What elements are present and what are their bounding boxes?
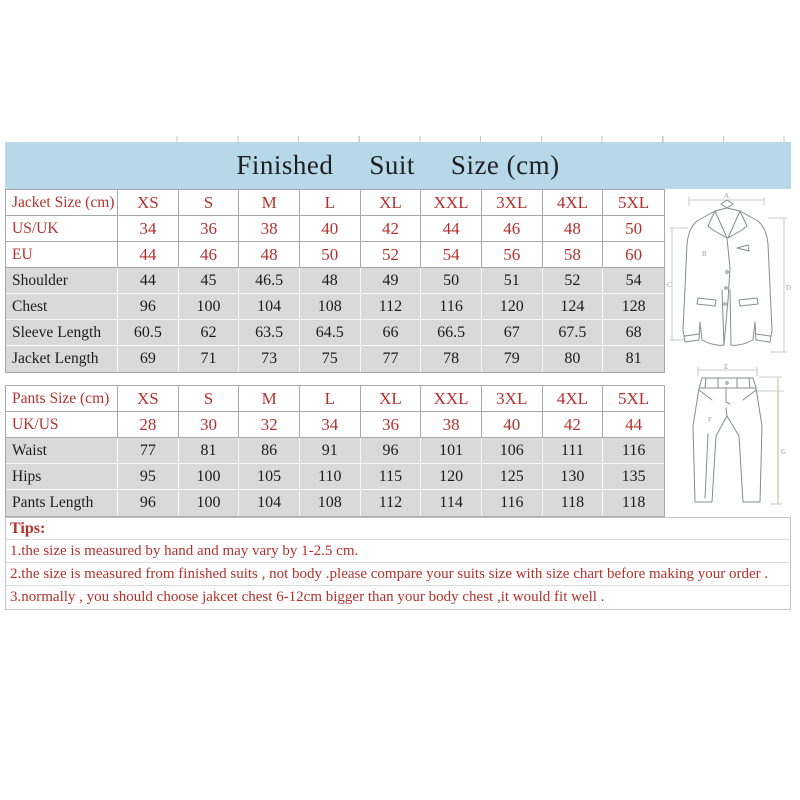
table-row [6,412,664,438]
value-cell: 66 [361,320,422,346]
value-cell: 100 [179,490,240,516]
value-cell: 79 [482,346,543,372]
row-label-cell: Chest [6,294,118,320]
value-cell: 77 [361,346,422,372]
table-row [6,190,664,216]
value-cell: 42 [543,412,604,438]
value-cell: 67 [482,320,543,346]
value-cell: 56 [482,242,543,268]
value-cell: 62 [179,320,240,346]
value-cell: 48 [300,268,361,294]
value-cell: 42 [361,216,422,242]
value-cell: 49 [361,268,422,294]
page-title-word: Finished [236,150,334,180]
table-row [6,320,664,346]
row-label-cell: Shoulder [6,268,118,294]
value-cell: XS [118,386,179,412]
value-cell: 5XL [603,190,664,216]
value-cell: S [179,190,240,216]
value-cell: 50 [421,268,482,294]
row-label-cell: Pants Length [6,490,118,516]
value-cell: 120 [421,464,482,490]
value-cell: 106 [482,438,543,464]
value-cell: 4XL [543,190,604,216]
value-cell: 104 [239,490,300,516]
page-title-word: Size (cm) [450,150,560,180]
value-cell: 128 [603,294,664,320]
value-cell: 44 [603,412,664,438]
pants-measure-label-right: G [781,448,787,456]
row-label-cell: US/UK [6,216,118,242]
value-cell: 64.5 [300,320,361,346]
row-label-cell: Jacket Size (cm) [6,190,118,216]
jacket-line-drawing-icon [664,190,791,368]
value-cell: 5XL [603,386,664,412]
table-row [6,490,664,516]
value-cell: 116 [421,294,482,320]
tip-item: 3.normally , you should choose jakcet chest 6-12cm bigger than your body chest ,it would fit well . [10,589,605,605]
tip-item: 1.the size is measured by hand and may vary by 1-2.5 cm. [6,540,790,563]
row-label-cell: UK/US [6,412,118,438]
jacket-measure-label-chest: B [702,250,707,258]
table-row [6,386,664,412]
value-cell: L [300,386,361,412]
value-cell: 115 [361,464,422,490]
pants-illustration [664,364,791,514]
pants-measure-label-top: E [724,364,729,371]
value-cell: 50 [300,242,361,268]
jacket-size-table [5,189,665,373]
row-label-cell: Jacket Length [6,346,118,372]
value-cell: 108 [300,490,361,516]
value-cell: 34 [300,412,361,438]
pants-measure-label-thigh: F [708,416,712,424]
value-cell: 100 [179,294,240,320]
value-cell: 73 [239,346,300,372]
value-cell: 3XL [482,386,543,412]
page-title-word: Suit [369,150,415,180]
value-cell: 124 [543,294,604,320]
value-cell: 52 [543,268,604,294]
value-cell: 68 [603,320,664,346]
value-cell: XXL [421,190,482,216]
value-cell: 69 [118,346,179,372]
value-cell: 120 [482,294,543,320]
value-cell: 60.5 [118,320,179,346]
value-cell: 78 [421,346,482,372]
tips-heading: Tips: [6,518,790,540]
value-cell: 96 [118,294,179,320]
value-cell: 118 [603,490,664,516]
value-cell: M [239,190,300,216]
value-cell: XS [118,190,179,216]
value-cell: 34 [118,216,179,242]
value-cell: 96 [361,438,422,464]
value-cell: 130 [543,464,604,490]
value-cell: 30 [179,412,240,438]
value-cell: 52 [361,242,422,268]
pants-line-drawing-icon [664,364,791,514]
table-row [6,464,664,490]
value-cell: 112 [361,490,422,516]
value-cell: 77 [118,438,179,464]
value-cell: 105 [239,464,300,490]
jacket-measure-label-top: A [724,192,730,200]
value-cell: 44 [118,268,179,294]
table-row [6,438,664,464]
jacket-illustration [664,190,791,368]
pants-size-table [5,385,665,517]
table-row [6,216,664,242]
value-cell: 66.5 [421,320,482,346]
value-cell: 81 [179,438,240,464]
value-cell: 44 [421,216,482,242]
row-label-cell: Sleeve Length [6,320,118,346]
value-cell: 40 [300,216,361,242]
value-cell: 75 [300,346,361,372]
value-cell: XXL [421,386,482,412]
value-cell: 67.5 [543,320,604,346]
table-row [6,268,664,294]
value-cell: 40 [482,412,543,438]
value-cell: 71 [179,346,240,372]
row-label-cell: Hips [6,464,118,490]
value-cell: 108 [300,294,361,320]
value-cell: 125 [482,464,543,490]
value-cell: 81 [603,346,664,372]
row-label-cell: Waist [6,438,118,464]
value-cell: 86 [239,438,300,464]
jacket-measure-label-left: C [667,281,672,289]
value-cell: XL [361,190,422,216]
value-cell: 50 [603,216,664,242]
value-cell: 46.5 [239,268,300,294]
value-cell: 95 [118,464,179,490]
value-cell: 44 [118,242,179,268]
value-cell: 60 [603,242,664,268]
value-cell: 116 [603,438,664,464]
tips-section [5,517,791,610]
tip-item: 2.the size is measured from finished suits , not body .please compare your suits size with size chart before making your order . [6,563,790,586]
value-cell: 46 [482,216,543,242]
value-cell: 48 [543,216,604,242]
value-cell: 110 [300,464,361,490]
value-cell: 100 [179,464,240,490]
value-cell: 118 [543,490,604,516]
value-cell: 45 [179,268,240,294]
value-cell: 96 [118,490,179,516]
value-cell: S [179,386,240,412]
value-cell: 101 [421,438,482,464]
value-cell: 38 [421,412,482,438]
table-row [6,346,664,372]
value-cell: 58 [543,242,604,268]
table-row [6,242,664,268]
value-cell: 112 [361,294,422,320]
value-cell: 54 [603,268,664,294]
row-label-cell: Pants Size (cm) [6,386,118,412]
value-cell: 80 [543,346,604,372]
value-cell: 3XL [482,190,543,216]
value-cell: 28 [118,412,179,438]
value-cell: 48 [239,242,300,268]
value-cell: 135 [603,464,664,490]
value-cell: 32 [239,412,300,438]
title-bar [5,142,791,189]
value-cell: 38 [239,216,300,242]
value-cell: 114 [421,490,482,516]
value-cell: 116 [482,490,543,516]
value-cell: 63.5 [239,320,300,346]
value-cell: 104 [239,294,300,320]
jacket-measure-label-right: D [786,284,791,292]
value-cell: 4XL [543,386,604,412]
value-cell: L [300,190,361,216]
value-cell: M [239,386,300,412]
value-cell: 36 [179,216,240,242]
value-cell: 91 [300,438,361,464]
tips-list [6,540,790,609]
value-cell: 46 [179,242,240,268]
value-cell: XL [361,386,422,412]
row-label-cell: EU [6,242,118,268]
value-cell: 36 [361,412,422,438]
value-cell: 54 [421,242,482,268]
value-cell: 111 [543,438,604,464]
table-row [6,294,664,320]
value-cell: 51 [482,268,543,294]
